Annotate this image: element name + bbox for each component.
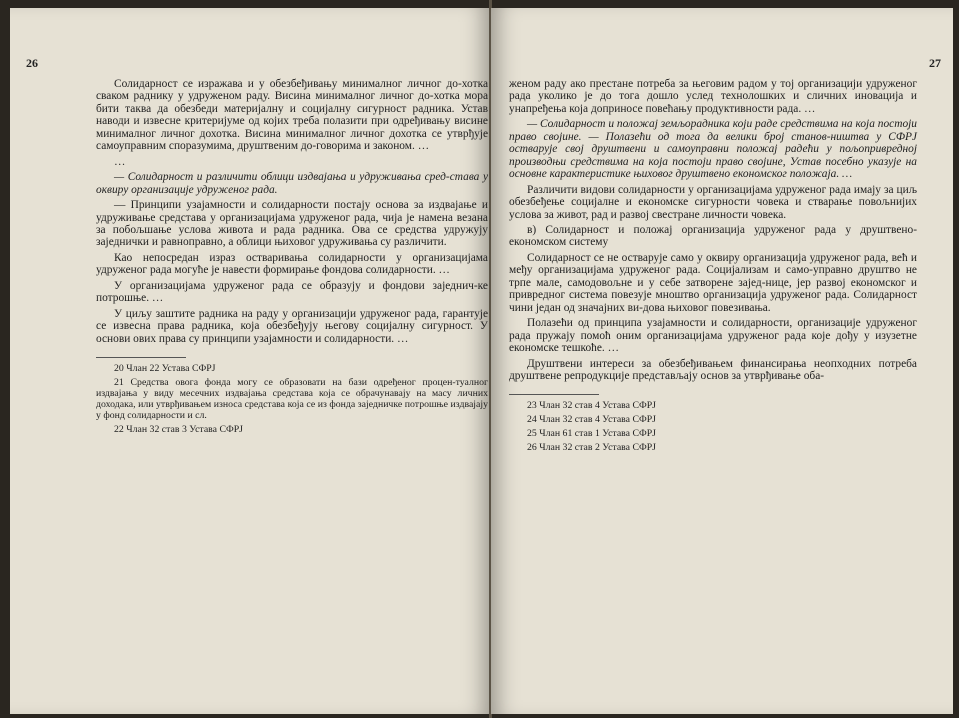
footnote-divider (509, 394, 599, 395)
right-page-body (509, 78, 917, 456)
paragraph: Солидарност се не остварује само у оквиру организација удруженог рада, већ и међу организацијама удруженог рада. Социјализам и само-управно друштво не трпе мале, самодовољне и у себе затворене зајед-нице, јер развој економског и привредног система повезује мноштво организација удруженог рада. Солидарност чини један од значајних ви-дова њиховог повезивања. (509, 251, 917, 314)
subsection-heading: в) Солидарност и положај организација удруженог рада у друштвено-економском систему (509, 223, 917, 249)
paragraph: Као непосредан израз остваривања солидарности у организацијама удруженог рада могуће је навести формирање фондова солидарности. … (96, 251, 488, 277)
footnote-divider (96, 357, 186, 358)
footnote: 21 Средства овога фонда могу се образовати на бази одређеног процен-туалног издвајања у виду месечних издвајања средстава која се обрачунавају на масу личних доходака, или утврђивањем износа средстава која се из фонда заједничке потрошње издвајају у фонд солидарности и сл. (96, 377, 488, 422)
page-number: 27 (929, 56, 941, 70)
paragraph: Различити видови солидарности у организацијама удруженог рада имају за циљ обезбеђење социјалне и економске сигурности човека и стварање повољнијих услова за живот, рад и развој свестране личности човека. (509, 183, 917, 221)
footnote: 25 Члан 61 став 1 Устава СФРЈ (527, 428, 656, 440)
footnote: 20 Члан 22 Устава СФРЈ (114, 363, 216, 375)
paragraph: У циљу заштите радника на раду у организацији удруженог рада, гарантује се извесна права радника, која обезбеђују његову социјалну сигурност. У основи ових права су принципи узајамности и солидарности. … (96, 307, 488, 345)
section-heading: — Солидарност и различити облици издвајања и удруживања сред-става у оквиру организације удруженог рада. (96, 171, 488, 196)
page-number: 26 (26, 56, 38, 70)
paragraph: Друштвени интереси за обезбеђивањем финансирања неопходних потреба друштвене репродукције представљају основ за утврђивање оба- (509, 357, 917, 382)
paragraph: Солидарност се изражава и у обезбеђивању минималног личног до-хотка сваком раднику у удруженом раду. Висина минималног личног до-хотка мора бити таква да обезбеди материјалну и социјалну сигурност радника. Устав наводи и извесне критеријуме од којих треба полазити при одређивању висине минималног личног дохотка. Висина минималног личног дохотка се утврђује самоуправним споразумима, друштвеним до-говорима и законом. … (96, 78, 488, 153)
footnote: 26 Члан 32 став 2 Устава СФРЈ (527, 442, 656, 454)
paragraph: — Солидарност и положај земљорадника који раде средствима на која постоји право својине. — Полазећи од тога да велики број станов-ништва у СФРЈ остварује свој друштвени и самоуправни положај радећи у пољопривредној производњи средствима на која постоји право својине, Устав посебно указује на основне карактеристике њиховог друштвено економског положаја. … (509, 118, 917, 181)
left-page-body (96, 78, 488, 438)
left-page (10, 8, 491, 714)
paragraph: Полазећи од принципа узајамности и солидарности, организације удруженог рада пружају помоћ оним организацијама удруженог рада које дођу у изузетне економске тешкоће. … (509, 317, 917, 355)
paragraph: женом раду ако престане потреба за његовим радом у тој организацији удруженог рада уколико је до тога дошло услед технолошких и сличних иновација и унапређења која доприносе повећању продуктивности рада. … (509, 78, 917, 115)
paragraph: — Принципи узајамности и солидарности постају основа за издвајање и удруживање средстава у организацијама удруженог рада, чија је намена везана за побољшање услова живота и рада радника. Ова се средства удружују заједнички и равноправно, а облици њиховог удруживања су различити. (96, 199, 488, 249)
footnote: 22 Члан 32 став 3 Устава СФРЈ (114, 424, 243, 436)
footnote: 24 Члан 32 став 4 Устава СФРЈ (527, 414, 656, 426)
paragraph: … (114, 155, 126, 168)
footnote: 23 Члан 32 став 4 Устава СФРЈ (527, 400, 656, 412)
right-page (491, 8, 953, 714)
paragraph: У организацијама удруженог рада се образују и фондови заједнич-ке потрошње. … (96, 279, 488, 305)
